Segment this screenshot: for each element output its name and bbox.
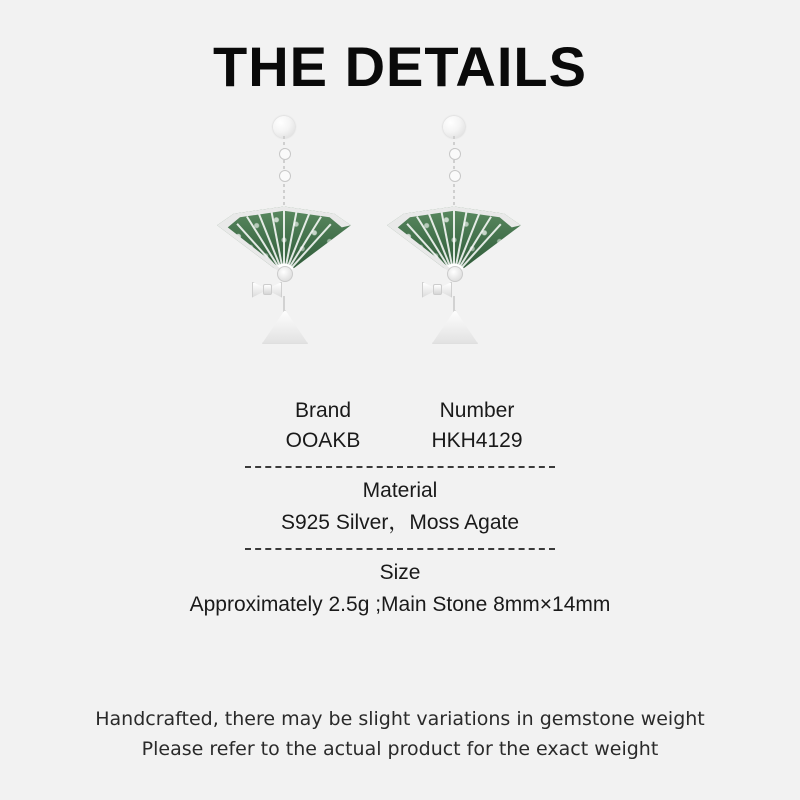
brand-label: Brand	[294, 398, 352, 422]
material-label: Material	[362, 479, 438, 503]
bow-knot	[433, 284, 442, 295]
fan-ribs	[208, 204, 360, 276]
footnote-line-1: Handcrafted, there may be slight variations in gemstone weight	[95, 708, 705, 731]
number-value: HKH4129	[431, 429, 523, 453]
tassel-icon	[432, 310, 478, 344]
fan-pivot-icon	[447, 266, 463, 282]
footnote-line-2: Please refer to the actual product for the exact weight	[141, 737, 659, 760]
divider	[245, 548, 555, 550]
size-label: Size	[379, 561, 421, 585]
spec-list	[80, 396, 720, 621]
spec-material	[80, 476, 720, 538]
fan-motif	[208, 204, 360, 276]
footnote	[0, 705, 800, 764]
spec-brand	[263, 396, 383, 457]
product-image	[190, 112, 610, 362]
fan-pivot-icon	[277, 266, 293, 282]
divider	[245, 466, 555, 468]
spec-row-brand-number	[80, 396, 720, 457]
tassel-stem	[283, 296, 285, 312]
spec-number	[417, 396, 537, 457]
size-value: Approximately 2.5g ;Main Stone 8mm×14mm	[189, 592, 611, 616]
tassel-icon	[262, 310, 308, 344]
chain-bead-icon	[279, 148, 291, 160]
chain-bead-icon	[449, 170, 461, 182]
fan-ribs	[378, 204, 530, 276]
tassel-stem	[453, 296, 455, 312]
spec-size	[80, 558, 720, 620]
chain-bead-icon	[279, 170, 291, 182]
brand-value: OOAKB	[285, 429, 361, 453]
pearl-icon	[273, 116, 295, 138]
bow-knot	[263, 284, 272, 295]
material-value: S925 Silver，Moss Agate	[280, 510, 520, 534]
page-title: THE DETAILS	[213, 35, 587, 98]
earring-right	[360, 112, 540, 362]
fan-motif	[378, 204, 530, 276]
number-label: Number	[439, 398, 515, 422]
pearl-icon	[443, 116, 465, 138]
chain-bead-icon	[449, 148, 461, 160]
earring-left	[190, 112, 370, 362]
